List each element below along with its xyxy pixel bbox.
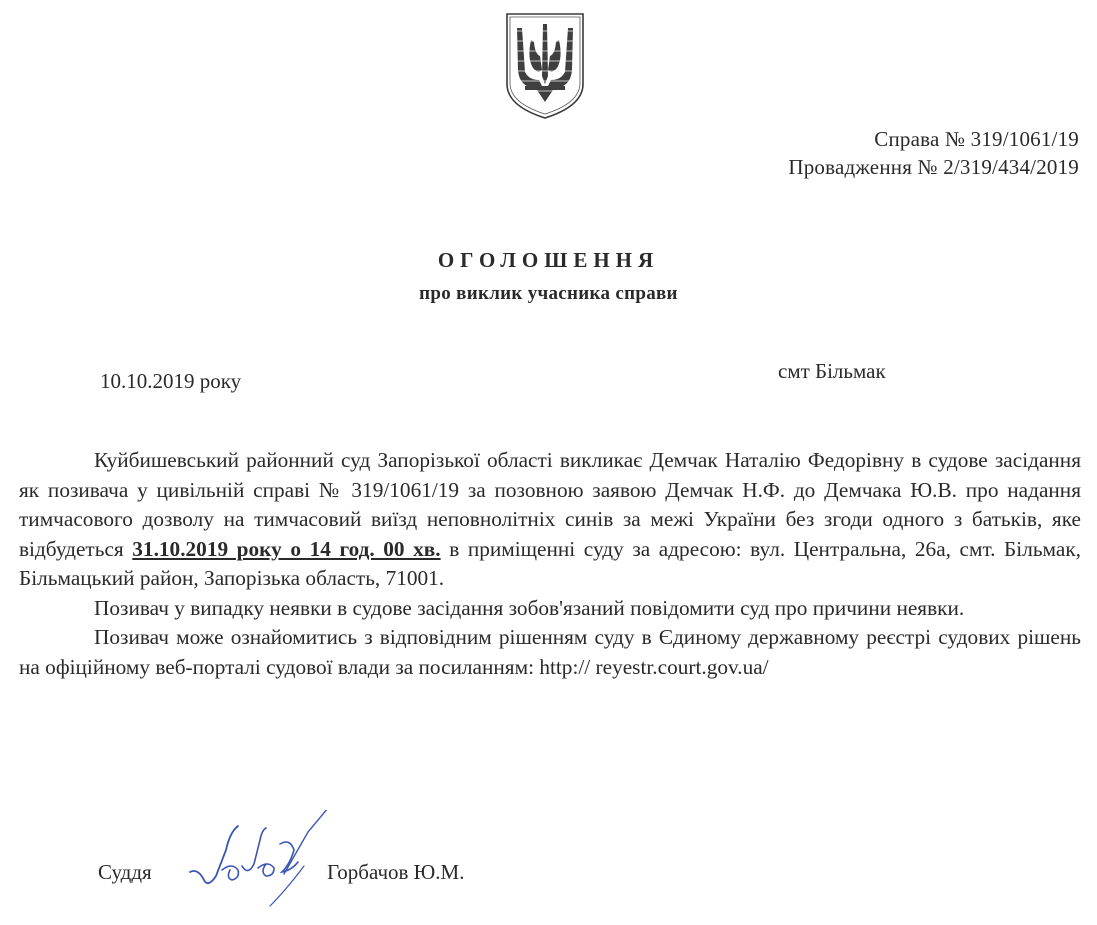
paragraph-registry-link: Позивач може ознайомитись з відповідним рішенням суду в Єдиному державному реєстрі судових рішень на офіційному веб-порталі судової влади за посиланням: http:// reyestr.court.gov.ua/	[19, 625, 1081, 679]
judge-label: Суддя	[98, 860, 152, 884]
document-place: смт Більмак	[778, 359, 886, 383]
document-date: 10.10.2019 року	[100, 369, 242, 393]
summons-text: Куйбишевський районний суд Запорізької області викликає Демчак Наталію Федорівну в судове засідання як позивача у цивільній справі № 319/1061/19 за позовною заявою Демчак Н.Ф. до Демчака Ю.В. про надання тимчасового дозволу на тимчасовий виїзд неповнолітніх синів за межі України без згоди одного з батьків, яке відбудеться	[19, 448, 1081, 561]
document-title: ОГОЛОШЕННЯ	[437, 248, 660, 272]
hearing-datetime: 31.10.2019 року о 14 год. 00 хв.	[132, 536, 441, 561]
paragraph-absence-notice: Позивач у випадку неявки в судове засідання зобов'язаний повідомити суд про причини неявки.	[94, 595, 965, 620]
case-number: Справа № 319/1061/19	[874, 127, 1079, 151]
document-subtitle: про виклик учасника справи	[419, 283, 678, 304]
proceeding-number: Провадження № 2/319/434/2019	[788, 155, 1079, 179]
trident-coat-of-arms-icon	[503, 10, 587, 120]
paragraph-summons	[19, 446, 1081, 594]
judge-name: Горбачов Ю.М.	[327, 860, 465, 884]
court-address-text: в приміщенні суду за адресою: вул. Центральна, 26а, смт. Більмак, Більмацький район, Запорізька область, 71001.	[19, 536, 1082, 590]
announcement-body	[19, 446, 1081, 682]
